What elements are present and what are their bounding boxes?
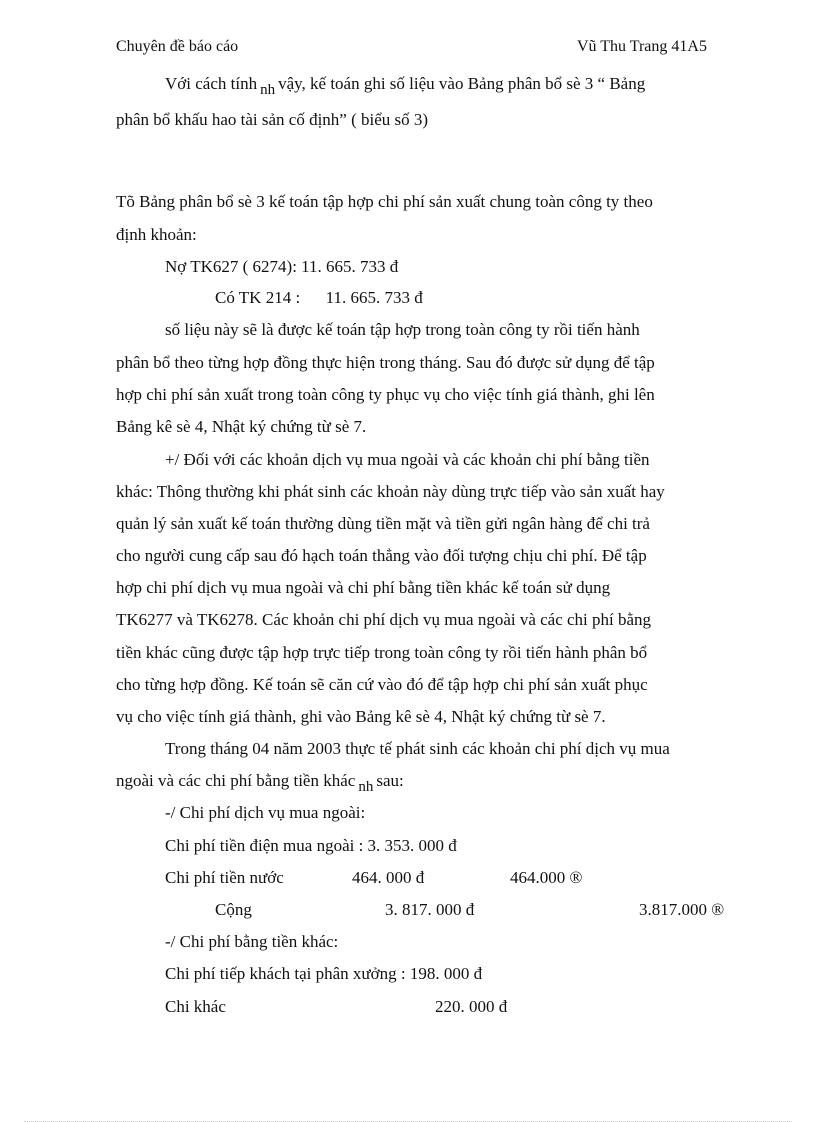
paragraph-3-line-1: số liệu này sẽ là được kế toán tập hợp trong toàn công ty rồi tiến hành (165, 320, 640, 339)
service-heading: -/ Chi phí dịch vụ mua ngoài: (165, 803, 366, 822)
paragraph-1-line-2: phân bổ khấu hao tài sản cố định” ( biểu số 3) (116, 110, 429, 129)
paragraph-1-line-1: Với cách tính nh vậy, kế toán ghi số liệu vào Bảng phân bổ sè 3 “ Bảng (165, 74, 646, 98)
footer-divider (24, 1121, 792, 1122)
service-total-label: Cộng (215, 900, 252, 919)
cash-heading: -/ Chi phí bằng tiền khác: (165, 932, 339, 951)
paragraph-2-line-2: định khoản: (116, 225, 197, 244)
cash-guest: Chi phí tiếp khách tại phân xưởng : 198. 000 đ (165, 964, 483, 983)
paragraph-3-line-4: Bảng kê sè 4, Nhật ký chứng từ sè 7. (116, 417, 367, 436)
service-total-amount-2: 3.817.000 ® (639, 900, 725, 919)
paragraph-3-line-2: phân bổ theo từng hợp đồng thực hiện trong tháng. Sau đó được sử dụng để tập (116, 353, 655, 372)
paragraph-4-line-6: TK6277 và TK6278. Các khoản chi phí dịch vụ mua ngoài và các chi phí bằng (116, 610, 652, 629)
paragraph-4-line-3: quản lý sản xuất kế toán thường dùng tiền mặt và tiền gửi ngân hàng để chi trả (116, 514, 650, 533)
entry-credit: Có TK 214 : 11. 665. 733 đ (215, 288, 423, 307)
paragraph-4-line-7: tiền khác cũng được tập hợp trực tiếp trong toàn công ty rồi tiến hành phân bổ (116, 643, 648, 662)
paragraph-4-line-8: cho từng hợp đồng. Kế toán sẽ căn cứ vào đó để tập hợp chi phí sản xuất phục (116, 675, 648, 694)
paragraph-4-line-1: +/ Đối với các khoản dịch vụ mua ngoài và các khoản chi phí bằng tiền (165, 450, 650, 469)
paragraph-3-line-3: hợp chi phí sản xuất trong toàn công ty phục vụ cho việc tính giá thành, ghi lên (116, 385, 655, 404)
header-left: Chuyên đề báo cáo (116, 38, 239, 55)
entry-debit: Nợ TK627 ( 6274): 11. 665. 733 đ (165, 257, 399, 276)
service-electric: Chi phí tiền điện mua ngoài : 3. 353. 000 đ (165, 836, 457, 855)
paragraph-4-line-4: cho người cung cấp sau đó hạch toán thẳng vào đối tượng chịu chi phí. Để tập (116, 546, 647, 565)
paragraph-2-line-1: Tõ Bảng phân bổ sè 3 kế toán tập hợp chi phí sản xuất chung toàn công ty theo (116, 192, 653, 211)
service-water-amount-2: 464.000 ® (510, 868, 583, 887)
service-total-amount: 3. 817. 000 đ (385, 900, 475, 919)
subscript-nh: nh (358, 779, 374, 795)
paragraph-4-line-2: khác: Thông thường khi phát sinh các khoản này dùng trực tiếp vào sản xuất hay (116, 482, 665, 501)
paragraph-5-line-1: Trong tháng 04 năm 2003 thực tế phát sinh các khoản chi phí dịch vụ mua (165, 739, 670, 758)
service-water-label: Chi phí tiền nước (165, 868, 284, 887)
cash-other-amount: 220. 000 đ (435, 997, 508, 1016)
subscript-nh: nh (260, 82, 276, 98)
cash-other-label: Chi khác (165, 997, 226, 1016)
service-water-amount: 464. 000 đ (352, 868, 425, 887)
header-right: Vũ Thu Trang 41A5 (577, 38, 707, 55)
paragraph-4-line-5: hợp chi phí dịch vụ mua ngoài và chi phí bằng tiền khác kế toán sử dụng (116, 578, 611, 597)
paragraph-5-line-2: ngoài và các chi phí bằng tiền khác nh sau: (116, 771, 404, 795)
paragraph-4-line-9: vụ cho việc tính giá thành, ghi vào Bảng kê sè 4, Nhật ký chứng từ sè 7. (116, 707, 606, 726)
